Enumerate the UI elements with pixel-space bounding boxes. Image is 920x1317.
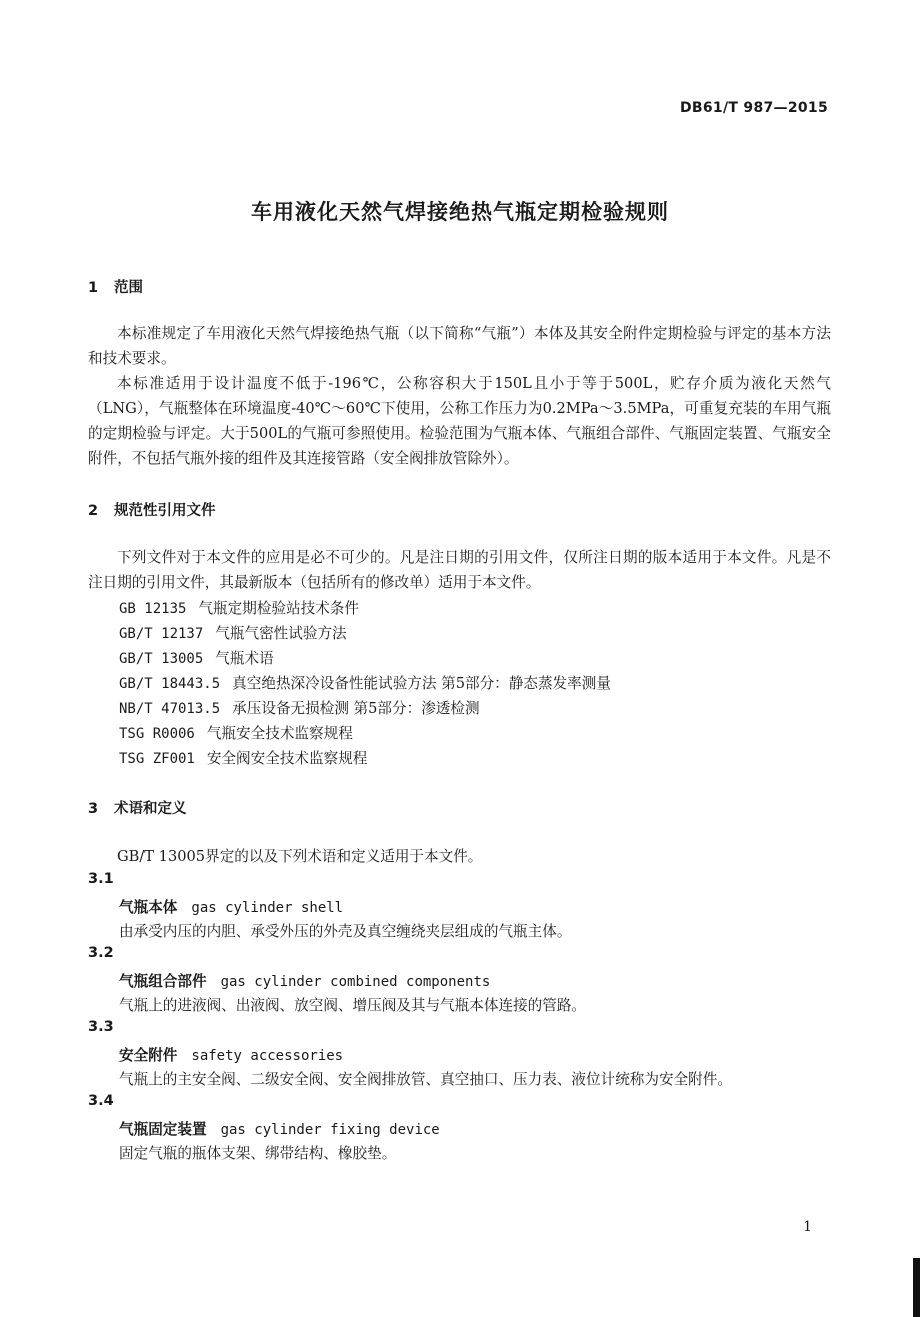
term-number: 3.4: [88, 1093, 114, 1109]
terms-intro: GB/T 13005界定的以及下列术语和定义适用于本文件。: [117, 848, 483, 865]
section-title: 范围: [114, 280, 143, 296]
reference-item: [119, 597, 359, 618]
term-chinese: 气瓶固定装置: [119, 1121, 207, 1138]
reference-title: 气瓶术语: [215, 650, 274, 667]
reference-item: [119, 722, 353, 743]
term-definition: 由承受内压的内胆、承受外压的外壳及真空缠绕夹层组成的气瓶主体。: [119, 923, 572, 940]
term-english: gas cylinder fixing device: [220, 1122, 440, 1138]
section-number: 1: [88, 280, 99, 296]
reference-title: 气瓶安全技术监察规程: [206, 725, 353, 742]
section-heading-terms-definitions: [88, 797, 187, 818]
term-heading: [119, 1118, 440, 1139]
reference-code: GB/T 13005: [119, 651, 204, 667]
reference-code: TSG R0006: [119, 726, 195, 742]
term-chinese: 气瓶本体: [119, 899, 178, 916]
reference-code: TSG ZF001: [119, 751, 195, 767]
term-english: gas cylinder combined components: [220, 974, 491, 990]
reference-title: 承压设备无损检测 第5部分：渗透检测: [232, 700, 480, 717]
section-heading-normative-references: [88, 499, 216, 520]
term-english: gas cylinder shell: [191, 900, 344, 916]
reference-title: 气瓶气密性试验方法: [215, 625, 347, 642]
reference-code: GB/T 12137: [119, 626, 204, 642]
section-number: 2: [88, 503, 99, 519]
section-title: 术语和定义: [114, 801, 187, 817]
term-english: safety accessories: [191, 1048, 344, 1064]
term-number: 3.3: [88, 1019, 114, 1035]
term-chinese: 气瓶组合部件: [119, 973, 207, 990]
section-heading-scope: [88, 276, 143, 297]
reference-code: NB/T 47013.5: [119, 701, 221, 717]
reference-title: 安全阀安全技术监察规程: [206, 750, 368, 767]
reference-item: [119, 647, 274, 668]
reference-item: [119, 697, 480, 718]
document-title: 车用液化天然气焊接绝热气瓶定期检验规则: [251, 200, 669, 224]
term-definition: 固定气瓶的瓶体支架、绑带结构、橡胶垫。: [119, 1145, 397, 1162]
reference-title: 气瓶定期检验站技术条件: [198, 600, 359, 617]
section-number: 3: [88, 801, 99, 817]
term-definition: 气瓶上的主安全阀、二级安全阀、安全阀排放管、真空抽口、压力表、液位计统称为安全附件。: [119, 1071, 732, 1088]
term-number: 3.1: [88, 871, 114, 887]
reference-item: [119, 672, 611, 693]
standard-code: DB61/T 987—2015: [680, 100, 828, 116]
scan-edge-mark: [913, 1258, 920, 1317]
term-heading: [119, 896, 343, 917]
page-number: 1: [803, 1219, 812, 1235]
references-intro: 下列文件对于本文件的应用是必不可少的。凡是注日期的引用文件，仅所注日期的版本适用于本文件。凡是不注日期的引用文件，其最新版本（包括所有的修改单）适用于本文件。: [88, 549, 831, 591]
term-number: 3.2: [88, 945, 114, 961]
term-heading: [119, 1044, 343, 1065]
scope-paragraph-1: 本标准规定了车用液化天然气焊接绝热气瓶（以下简称“气瓶”）本体及其安全附件定期检验与评定的基本方法和技术要求。: [88, 325, 831, 367]
reference-item: [119, 747, 367, 768]
term-definition: 气瓶上的进液阀、出液阀、放空阀、增压阀及其与气瓶本体连接的管路。: [119, 997, 587, 1014]
term-chinese: 安全附件: [119, 1047, 178, 1064]
term-heading: [119, 970, 490, 991]
reference-code: GB/T 18443.5: [119, 676, 221, 692]
scope-paragraph-2: 本标准适用于设计温度不低于-196℃，公称容积大于150L且小于等于500L，贮存介质为液化天然气（LNG），气瓶整体在环境温度-40℃～60℃下使用，公称工作压力为0.2MPa～3.5MPa，可重复充装的车用气瓶的定期检验与评定。大于500L的气瓶可参照使用。检验范围为气瓶本体、气瓶组合部件、气瓶固定装置、气瓶安全附件，不包括气瓶外接的组件及其连接管路（安全阀排放管除外）。: [88, 375, 831, 467]
reference-item: [119, 622, 347, 643]
reference-title: 真空绝热深冷设备性能试验方法 第5部分：静态蒸发率测量: [232, 675, 611, 692]
reference-code: GB 12135: [119, 601, 187, 617]
section-title: 规范性引用文件: [114, 503, 216, 519]
